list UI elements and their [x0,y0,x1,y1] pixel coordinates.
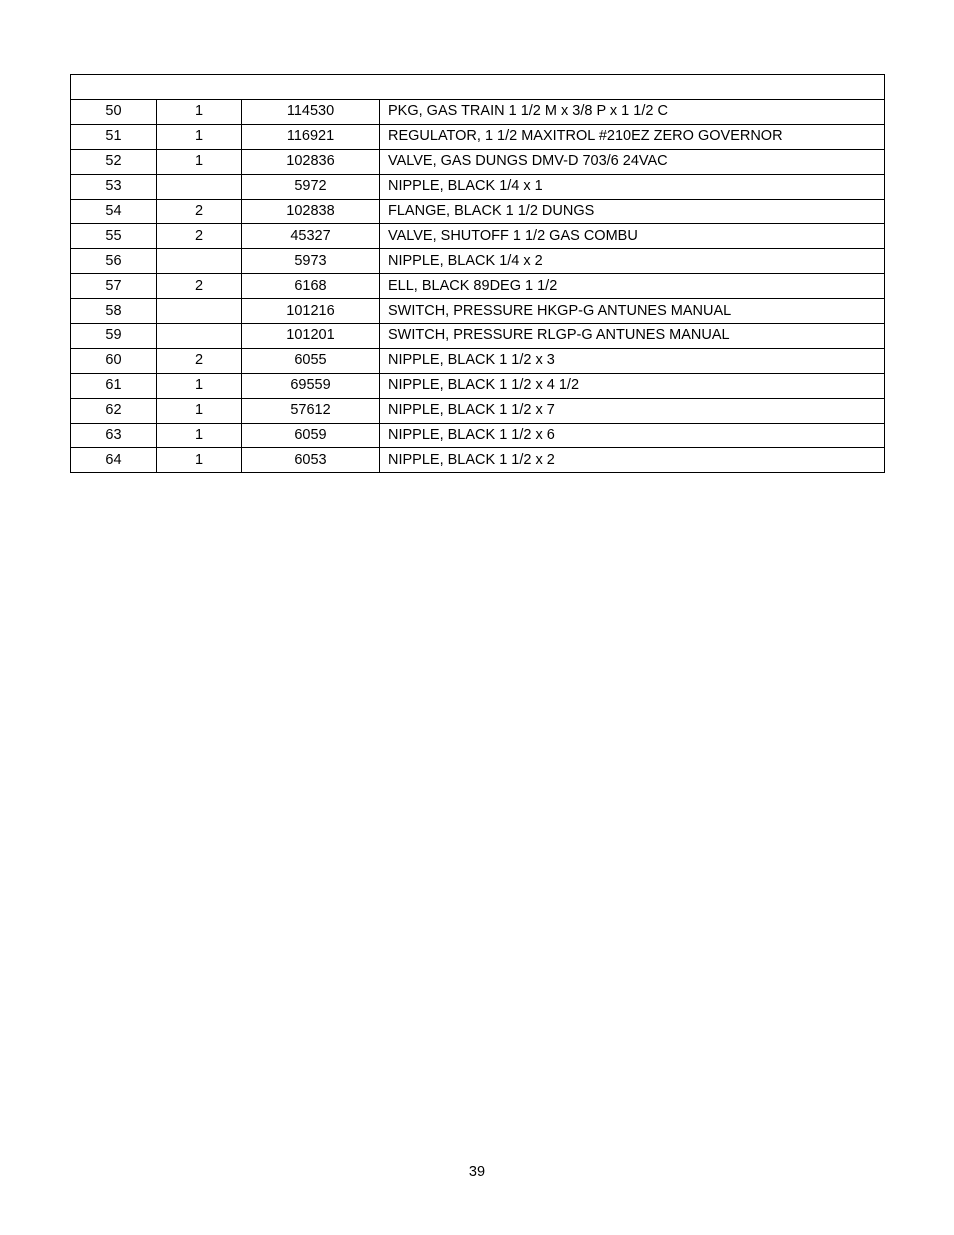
item-number-cell: 63 [71,423,157,448]
part-number-cell: 102836 [242,149,380,174]
description-cell: NIPPLE, BLACK 1/4 x 2 [380,249,885,274]
page-number: 39 [468,1164,486,1180]
parts-table [70,74,885,473]
item-number-cell: 62 [71,398,157,423]
description-cell: VALVE, SHUTOFF 1 1/2 GAS COMBU [380,224,885,249]
part-number-cell: 114530 [242,100,380,125]
description-cell: SWITCH, PRESSURE RLGP-G ANTUNES MANUAL [380,324,885,349]
part-number-cell: 116921 [242,124,380,149]
description-cell: NIPPLE, BLACK 1 1/2 x 2 [380,448,885,473]
parts-table-body [71,75,885,473]
quantity-cell: 1 [157,423,242,448]
quantity-cell: 2 [157,348,242,373]
table-row [71,274,885,299]
item-number-cell: 56 [71,249,157,274]
table-row [71,174,885,199]
part-number-cell: 5973 [242,249,380,274]
part-number-cell: 101216 [242,299,380,324]
item-number-cell: 61 [71,373,157,398]
item-number-cell: 51 [71,124,157,149]
table-row [71,149,885,174]
item-number-cell: 60 [71,348,157,373]
quantity-cell: 2 [157,224,242,249]
table-row [71,448,885,473]
table-row [71,398,885,423]
quantity-cell [157,299,242,324]
description-cell: NIPPLE, BLACK 1 1/2 x 6 [380,423,885,448]
table-row [71,299,885,324]
description-cell: VALVE, GAS DUNGS DMV-D 703/6 24VAC [380,149,885,174]
item-number-cell: 52 [71,149,157,174]
description-cell: ELL, BLACK 89DEG 1 1/2 [380,274,885,299]
part-number-cell: 6168 [242,274,380,299]
table-row [71,199,885,224]
quantity-cell: 1 [157,373,242,398]
description-cell: SWITCH, PRESSURE HKGP-G ANTUNES MANUAL [380,299,885,324]
description-cell: REGULATOR, 1 1/2 MAXITROL #210EZ ZERO GOVERNOR [380,124,885,149]
table-row [71,100,885,125]
item-number-cell: 55 [71,224,157,249]
quantity-cell [157,249,242,274]
part-number-cell: 101201 [242,324,380,349]
part-number-cell: 6059 [242,423,380,448]
table-header-cell [71,75,885,100]
part-number-cell: 102838 [242,199,380,224]
quantity-cell [157,324,242,349]
item-number-cell: 64 [71,448,157,473]
table-row [71,124,885,149]
description-cell: NIPPLE, BLACK 1/4 x 1 [380,174,885,199]
quantity-cell: 2 [157,199,242,224]
table-row [71,373,885,398]
quantity-cell: 2 [157,274,242,299]
item-number-cell: 57 [71,274,157,299]
part-number-cell: 6053 [242,448,380,473]
item-number-cell: 53 [71,174,157,199]
quantity-cell: 1 [157,448,242,473]
part-number-cell: 6055 [242,348,380,373]
part-number-cell: 45327 [242,224,380,249]
table-row [71,324,885,349]
description-cell: NIPPLE, BLACK 1 1/2 x 7 [380,398,885,423]
item-number-cell: 58 [71,299,157,324]
quantity-cell: 1 [157,398,242,423]
part-number-cell: 5972 [242,174,380,199]
description-cell: FLANGE, BLACK 1 1/2 DUNGS [380,199,885,224]
part-number-cell: 69559 [242,373,380,398]
quantity-cell: 1 [157,124,242,149]
description-cell: NIPPLE, BLACK 1 1/2 x 4 1/2 [380,373,885,398]
table-row [71,348,885,373]
item-number-cell: 50 [71,100,157,125]
description-cell: PKG, GAS TRAIN 1 1/2 M x 3/8 P x 1 1/2 C [380,100,885,125]
quantity-cell [157,174,242,199]
item-number-cell: 59 [71,324,157,349]
quantity-cell: 1 [157,100,242,125]
table-row [71,423,885,448]
description-cell: NIPPLE, BLACK 1 1/2 x 3 [380,348,885,373]
table-row [71,224,885,249]
part-number-cell: 57612 [242,398,380,423]
quantity-cell: 1 [157,149,242,174]
table-row [71,249,885,274]
table-header-row [71,75,885,100]
item-number-cell: 54 [71,199,157,224]
